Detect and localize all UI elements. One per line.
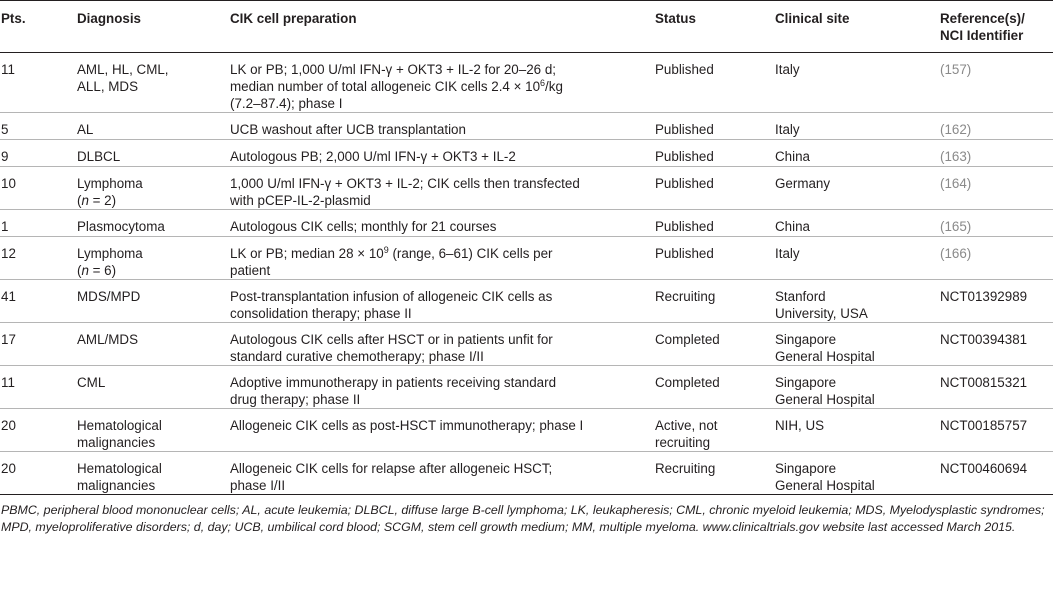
preparation-line — [230, 61, 655, 78]
status — [655, 452, 775, 477]
preparation-line — [230, 417, 655, 434]
diagnosis — [77, 409, 230, 451]
header-reference-line2: NCI Identifier — [940, 28, 1024, 43]
status-line: Active, not — [655, 418, 718, 433]
pts-cell — [0, 237, 77, 280]
clinical-site-line: China — [775, 149, 810, 164]
clinical-site-line: Stanford — [775, 289, 826, 304]
clinical-site-line: General Hospital — [775, 349, 875, 364]
diagnosis-line: CML — [77, 375, 106, 390]
diagnosis — [77, 237, 230, 279]
status-line: recruiting — [655, 435, 711, 450]
preparation-line — [230, 175, 655, 192]
preparation — [230, 366, 655, 408]
diagnosis-line: AML/MDS — [77, 332, 139, 347]
preparation-line — [230, 192, 655, 209]
reference-link[interactable]: (166) — [940, 246, 972, 261]
preparation-line — [230, 460, 655, 477]
table-row — [0, 409, 1053, 452]
clinical-site-cell — [775, 140, 940, 167]
diagnosis-cell — [77, 210, 230, 237]
preparation-cell — [230, 53, 655, 113]
header-site: Clinical site — [775, 11, 850, 26]
reference-cell — [940, 366, 1053, 409]
preparation-line — [230, 262, 655, 279]
preparation-cell — [230, 140, 655, 167]
status-cell — [655, 140, 775, 167]
status — [655, 323, 775, 348]
clinical-site-cell — [775, 280, 940, 323]
clinical-site — [775, 452, 940, 494]
preparation-text: consolidation therapy; phase II — [230, 306, 412, 321]
diagnosis-line: DLBCL — [77, 149, 121, 164]
diagnosis-line: Hematological — [77, 461, 162, 476]
diagnosis-line: Plasmocytoma — [77, 219, 165, 234]
header-preparation: CIK cell preparation — [230, 11, 357, 26]
clinical-site-line: China — [775, 219, 810, 234]
diagnosis-cell — [77, 409, 230, 452]
clinical-site — [775, 167, 940, 192]
clinical-site — [775, 409, 940, 434]
n-symbol: n — [81, 263, 89, 278]
preparation — [230, 323, 655, 365]
header-pts: Pts. — [1, 11, 26, 26]
preparation-text: Autologous PB; 2,000 U/ml IFN-γ + OKT3 + IL-2 — [230, 149, 516, 164]
diagnosis-line: Lymphoma — [77, 176, 143, 191]
pts-cell — [0, 113, 77, 140]
pts-cell — [0, 167, 77, 210]
preparation-text: Allogeneic CIK cells for relapse after allogeneic HSCT; — [230, 461, 553, 476]
clinical-site-line: Singapore — [775, 461, 837, 476]
pts-cell — [0, 280, 77, 323]
diagnosis-line: ALL, MDS — [77, 79, 139, 94]
diagnosis — [77, 452, 230, 494]
preparation — [230, 53, 655, 112]
status — [655, 53, 775, 78]
diagnosis-cell — [77, 237, 230, 280]
status-line: Recruiting — [655, 461, 716, 476]
status-line: Published — [655, 246, 714, 261]
table-row — [0, 113, 1053, 140]
clinical-site-cell — [775, 366, 940, 409]
reference-link[interactable]: (164) — [940, 176, 972, 191]
preparation-superscript: 6 — [540, 78, 546, 88]
preparation-text: standard curative chemotherapy; phase I/II — [230, 349, 484, 364]
preparation-text: phase I/II — [230, 478, 286, 493]
clinical-site — [775, 210, 940, 235]
pts-value: 9 — [1, 149, 9, 164]
diagnosis — [77, 140, 230, 165]
reference-cell — [940, 323, 1053, 366]
reference-cell — [940, 113, 1053, 140]
preparation-text: with pCEP-IL-2-plasmid — [230, 193, 371, 208]
pts-cell — [0, 53, 77, 113]
pts-value: 1 — [1, 219, 9, 234]
clinical-site-line: NIH, US — [775, 418, 825, 433]
diagnosis — [77, 210, 230, 235]
clinical-site — [775, 237, 940, 262]
status-cell — [655, 237, 775, 280]
preparation-text: (7.2–87.4); phase I — [230, 96, 343, 111]
pts-cell — [0, 409, 77, 452]
preparation-cell — [230, 210, 655, 237]
reference-cell — [940, 409, 1053, 452]
preparation-cell — [230, 452, 655, 495]
status-cell — [655, 280, 775, 323]
preparation-cell — [230, 167, 655, 210]
preparation-line — [230, 374, 655, 391]
diagnosis-line: (n = 6) — [77, 263, 117, 278]
pts-value: 41 — [1, 289, 16, 304]
diagnosis-cell — [77, 366, 230, 409]
status — [655, 237, 775, 262]
reference-cell — [940, 280, 1053, 323]
preparation-cell — [230, 323, 655, 366]
clinical-site — [775, 323, 940, 365]
header-status: Status — [655, 11, 696, 26]
reference-identifier: NCT00460694 — [940, 461, 1028, 476]
status-cell — [655, 53, 775, 113]
reference-cell — [940, 452, 1053, 495]
preparation-text: Autologous CIK cells; monthly for 21 courses — [230, 219, 497, 234]
clinical-site — [775, 366, 940, 408]
preparation-text: LK or PB; median 28 × 10 — [230, 246, 384, 261]
status-line: Completed — [655, 332, 720, 347]
status-cell — [655, 323, 775, 366]
reference-identifier: NCT00185757 — [940, 418, 1028, 433]
preparation-text: Allogeneic CIK cells as post-HSCT immunotherapy; phase I — [230, 418, 584, 433]
preparation-line — [230, 331, 655, 348]
pts-value: 12 — [1, 246, 16, 261]
status-cell — [655, 366, 775, 409]
status — [655, 140, 775, 165]
pts-cell — [0, 452, 77, 495]
preparation — [230, 210, 655, 235]
pts-value: 11 — [1, 375, 15, 390]
table-body — [0, 53, 1053, 495]
preparation-line — [230, 218, 655, 235]
table-row — [0, 452, 1053, 495]
header-reference — [940, 1, 1053, 53]
table-row — [0, 140, 1053, 167]
preparation-cell — [230, 409, 655, 452]
diagnosis-cell — [77, 140, 230, 167]
reference-link[interactable]: (157) — [940, 62, 972, 77]
table-row — [0, 167, 1053, 210]
diagnosis-cell — [77, 113, 230, 140]
pts-value: 10 — [1, 176, 16, 191]
preparation-text: 1,000 U/ml IFN-γ + OKT3 + IL-2; CIK cells then transfected — [230, 176, 580, 191]
clinical-site-line: Germany — [775, 176, 831, 191]
diagnosis-cell — [77, 53, 230, 113]
reference-cell — [940, 210, 1053, 237]
status-cell — [655, 452, 775, 495]
diagnosis-cell — [77, 323, 230, 366]
reference-identifier: NCT00394381 — [940, 332, 1028, 347]
preparation-text: Autologous CIK cells after HSCT or in patients unfit for — [230, 332, 553, 347]
diagnosis-cell — [77, 167, 230, 210]
reference-cell — [940, 140, 1053, 167]
reference-identifier: NCT01392989 — [940, 289, 1028, 304]
preparation-line — [230, 95, 655, 112]
clinical-site-line: Italy — [775, 246, 800, 261]
clinical-site-cell — [775, 113, 940, 140]
clinical-site — [775, 53, 940, 78]
status — [655, 167, 775, 192]
header-row — [0, 1, 1053, 53]
clinical-site-line: General Hospital — [775, 478, 875, 493]
pts-value: 5 — [1, 122, 9, 137]
status-line: Completed — [655, 375, 720, 390]
status-cell — [655, 409, 775, 452]
clinical-site-line: Singapore — [775, 375, 837, 390]
status — [655, 409, 775, 451]
preparation-text: median number of total allogeneic CIK cells 2.4 × 10 — [230, 79, 541, 94]
preparation-line — [230, 348, 655, 365]
clinical-site-cell — [775, 53, 940, 113]
diagnosis — [77, 366, 230, 391]
preparation-text: Post-transplantation infusion of allogeneic CIK cells as — [230, 289, 553, 304]
status-line: Recruiting — [655, 289, 716, 304]
reference-link[interactable]: (163) — [940, 149, 972, 164]
preparation-line — [230, 477, 655, 494]
table-row — [0, 53, 1053, 113]
preparation — [230, 140, 655, 165]
status — [655, 280, 775, 305]
clinical-site-line: Italy — [775, 62, 800, 77]
pts-cell — [0, 210, 77, 237]
clinical-site-cell — [775, 323, 940, 366]
diagnosis-line: Hematological — [77, 418, 162, 433]
preparation-line — [230, 288, 655, 305]
table-footnote: PBMC, peripheral blood mononuclear cells; AL, acute leukemia; DLBCL, diffuse large B-cell lymphoma; LK, leukapheresis; CML, chronic myeloid leukemia; MDS, Myelodysplastic syndromes; MPD, myeloproliferative disorders; d, day; UCB, umbilical cord blood; SCGM, stem cell growth medium; MM, multiple myeloma. www.clinicaltrials.gov website last accessed March 2015. — [1, 503, 1045, 534]
status-line: Published — [655, 176, 714, 191]
preparation — [230, 452, 655, 494]
clinical-site-cell — [775, 237, 940, 280]
clinical-site-line: General Hospital — [775, 392, 875, 407]
diagnosis — [77, 280, 230, 305]
preparation-line — [230, 121, 655, 138]
preparation — [230, 280, 655, 322]
diagnosis-line: AML, HL, CML, — [77, 62, 169, 77]
clinical-site-cell — [775, 452, 940, 495]
pts-cell — [0, 366, 77, 409]
header-diagnosis: Diagnosis — [77, 11, 141, 26]
clinical-site-cell — [775, 210, 940, 237]
diagnosis-cell — [77, 452, 230, 495]
preparation — [230, 409, 655, 434]
clinical-site-cell — [775, 167, 940, 210]
table-row — [0, 237, 1053, 280]
reference-cell — [940, 167, 1053, 210]
preparation-cell — [230, 237, 655, 280]
clinical-site-line: University, USA — [775, 306, 868, 321]
preparation — [230, 167, 655, 209]
pts-value: 20 — [1, 461, 16, 476]
preparation-text: Adoptive immunotherapy in patients receiving standard — [230, 375, 557, 390]
preparation-text: UCB washout after UCB transplantation — [230, 122, 466, 137]
preparation-line — [230, 148, 655, 165]
table-row — [0, 210, 1053, 237]
preparation-superscript: 9 — [383, 245, 389, 255]
status — [655, 113, 775, 138]
diagnosis-line: malignancies — [77, 435, 156, 450]
preparation-line — [230, 78, 655, 95]
status-cell — [655, 167, 775, 210]
diagnosis — [77, 323, 230, 348]
preparation — [230, 113, 655, 138]
diagnosis — [77, 113, 230, 138]
clinical-site-line: Singapore — [775, 332, 837, 347]
clinical-site-line: Italy — [775, 122, 800, 137]
status-line: Published — [655, 122, 714, 137]
clinical-site-cell — [775, 409, 940, 452]
clinical-site — [775, 113, 940, 138]
table-row — [0, 280, 1053, 323]
reference-link[interactable]: (162) — [940, 122, 972, 137]
diagnosis — [77, 167, 230, 209]
status-line: Published — [655, 219, 714, 234]
preparation-text: patient — [230, 263, 271, 278]
status — [655, 366, 775, 391]
diagnosis-cell — [77, 280, 230, 323]
diagnosis-line: (n = 2) — [77, 193, 117, 208]
n-symbol: n — [81, 193, 89, 208]
header-reference-line1: Reference(s)/ — [940, 11, 1025, 26]
preparation-tail: /kg — [545, 79, 563, 94]
reference-identifier: NCT00815321 — [940, 375, 1028, 390]
diagnosis — [77, 53, 230, 95]
preparation-text: drug therapy; phase II — [230, 392, 361, 407]
preparation-cell — [230, 366, 655, 409]
diagnosis-line: MDS/MPD — [77, 289, 141, 304]
pts-value: 20 — [1, 418, 16, 433]
reference-cell — [940, 53, 1053, 113]
reference-cell — [940, 237, 1053, 280]
preparation-cell — [230, 113, 655, 140]
preparation — [230, 237, 655, 279]
pts-cell — [0, 323, 77, 366]
preparation-line — [230, 245, 655, 262]
pts-value: 11 — [1, 62, 15, 77]
diagnosis-line: Lymphoma — [77, 246, 143, 261]
pts-cell — [0, 140, 77, 167]
diagnosis-line: malignancies — [77, 478, 156, 493]
table-header — [0, 1, 1053, 53]
clinical-site — [775, 140, 940, 165]
clinical-site — [775, 280, 940, 322]
status-line: Published — [655, 62, 714, 77]
preparation-cell — [230, 280, 655, 323]
preparation-line — [230, 391, 655, 408]
pts-value: 17 — [1, 332, 16, 347]
preparation-tail: (range, 6–61) CIK cells per — [388, 246, 553, 261]
status — [655, 210, 775, 235]
table-row — [0, 323, 1053, 366]
status-line: Published — [655, 149, 714, 164]
diagnosis-line: AL — [77, 122, 94, 137]
status-cell — [655, 113, 775, 140]
status-cell — [655, 210, 775, 237]
table-row — [0, 366, 1053, 409]
preparation-line — [230, 305, 655, 322]
preparation-text: LK or PB; 1,000 U/ml IFN-γ + OKT3 + IL-2 for 20–26 d; — [230, 62, 556, 77]
reference-link[interactable]: (165) — [940, 219, 972, 234]
